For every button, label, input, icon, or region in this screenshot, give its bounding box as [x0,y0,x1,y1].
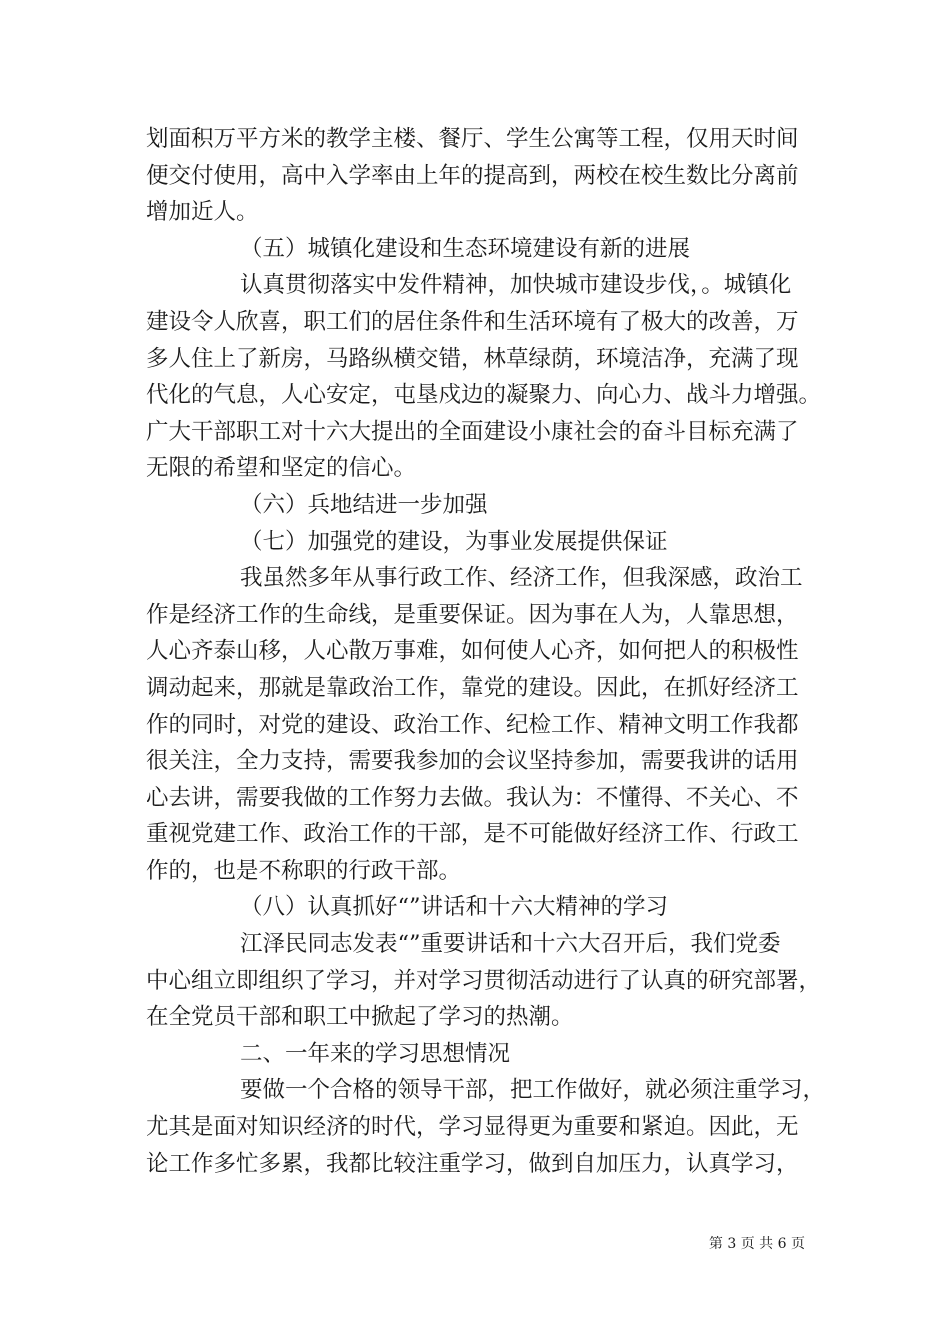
text-line: （五）城镇化建设和生态环境建设有新的进展 [240,235,691,262]
text-line: 广大干部职工对十六大提出的全面建设小康社会的奋斗目标充满了 [146,418,799,445]
text-line: 心去讲，需要我做的工作努力去做。我认为：不懂得、不关心、不 [146,784,799,811]
text-line: 在全党员干部和职工中掀起了学习的热潮。 [146,1004,574,1031]
text-line: （七）加强党的建设，为事业发展提供保证 [240,528,668,555]
text-line: 我虽然多年从事行政工作、经济工作，但我深感，政治工 [240,565,803,592]
page-footer: 第 3 页 共 6 页 [708,1236,805,1252]
text-line: 作的，也是不称职的行政干部。 [146,857,462,884]
text-line: 作的同时，对党的建设、政治工作、纪检工作、精神文明工作我都 [146,711,799,738]
text-line: 增加近人。 [146,199,259,226]
text-line: （六）兵地结进一步加强 [240,491,488,518]
text-line: （八）认真抓好“”讲话和十六大精神的学习 [240,894,669,921]
text-line: 人心齐泰山移，人心散万事难，如何使人心齐，如何把人的积极性 [146,638,799,665]
text-line: 建设令人欣喜，职工们的居住条件和生活环境有了极大的改善，万 [146,308,799,335]
text-line: 认真贯彻落实中发件精神，加快城市建设步伐，。城镇化 [240,272,792,299]
text-line: 无限的希望和坚定的信心。 [146,455,417,482]
text-line: 调动起来，那就是靠政治工作，靠党的建设。因此，在抓好经济工 [146,674,799,701]
text-line: 论工作多忙多累，我都比较注重学习，做到自加压力，认真学习， [146,1150,799,1177]
document-body [146,121,826,1182]
text-line: 便交付使用，高中入学率由上年的提高到，两校在校生数比分离前 [146,162,799,189]
text-line: 中心组立即组织了学习，并对学习贯彻活动进行了认真的研究部署， [146,967,822,994]
text-line: 江泽民同志发表“”重要讲话和十六大召开后，我们党委 [240,931,781,958]
text-line: 重视党建工作、政治工作的干部，是不可能做好经济工作、行政工 [146,821,799,848]
text-line: 多人住上了新房，马路纵横交错，林草绿荫，环境洁净，充满了现 [146,345,799,372]
text-line: 要做一个合格的领导干部，把工作做好，就必须注重学习， [240,1077,826,1104]
text-line: 很关注，全力支持，需要我参加的会议坚持参加，需要我讲的话用 [146,748,799,775]
text-line: 二、一年来的学习思想情况 [240,1040,511,1067]
text-line: 代化的气息，人心安定，屯垦戍边的凝聚力、向心力、战斗力增强。 [146,382,822,409]
text-line: 作是经济工作的生命线，是重要保证。因为事在人为，人靠思想， [146,601,799,628]
text-line: 划面积万平方米的教学主楼、餐厅、学生公寓等工程，仅用天时间 [146,126,799,152]
text-line: 尤其是面对知识经济的时代，学习显得更为重要和紧迫。因此，无 [146,1114,799,1141]
